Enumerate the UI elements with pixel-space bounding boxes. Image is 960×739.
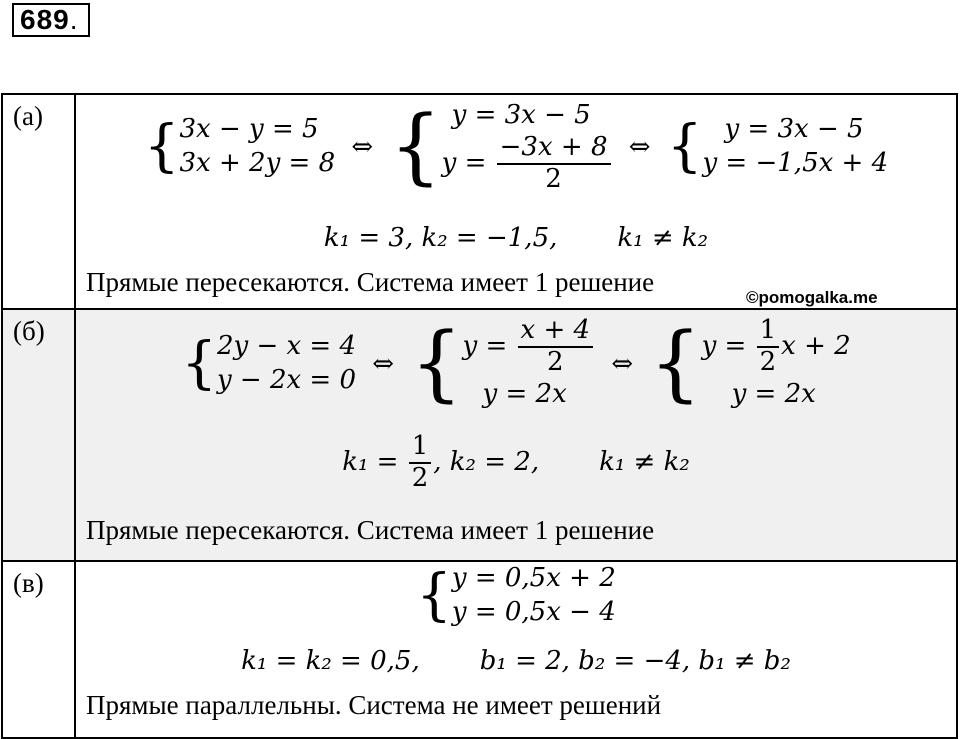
row-c-system (76, 562, 956, 630)
problem-number: 689 (20, 4, 70, 35)
row-a-label: (а) (2, 94, 75, 309)
problem-number-box: 689. (12, 3, 90, 37)
row-b (2, 309, 957, 561)
equiv-icon: ⇔ (351, 131, 374, 162)
watermark: ©pomogalka.me (746, 288, 878, 307)
row-b-body (75, 309, 957, 561)
row-a-system-2: { y = 3x − 5 y = $\frac{-3x + 8}{2}$ (389, 99, 612, 195)
row-b-slopes: k₁ = $\frac{1}{2}$ , k₂ = 2, k₁ ≠ k₂ (342, 431, 690, 493)
row-b-system-3: { y = $\frac{1}{2}$ x + 2 y = 2x (649, 315, 851, 411)
equiv-icon: ⇔ (628, 131, 651, 162)
row-a-conclusion: Прямые пересекаются. Система имеет 1 решение (86, 267, 655, 297)
row-c-label: (в) (2, 561, 75, 738)
row-a-slopes: k₁ = 3, k₂ = −1,5, k₁ ≠ k₂ (323, 223, 709, 253)
row-b-label: (б) (2, 309, 75, 561)
row-b-system-1: { 2y − x = 4 y − 2x = 0 (181, 330, 357, 396)
row-b-system-2: { y = $\frac{x + 4}{2}$ y = 2x (410, 316, 595, 412)
solution-table (1, 93, 958, 739)
equiv-icon: ⇔ (611, 348, 634, 379)
row-c-conclusion: Прямые параллельны. Система не имеет решений (86, 690, 662, 720)
row-a (2, 94, 957, 309)
row-c-system-1: { y = 0,5x + 2 y = 0,5x − 4 (416, 562, 616, 628)
row-c-body (75, 561, 957, 738)
row-b-systems (76, 316, 956, 412)
row-c-slopes: k₁ = k₂ = 0,5, b₁ = 2, b₂ = −4, b₁ ≠ b₂ (241, 646, 791, 676)
row-a-system-1: { 3x − y = 5 3x + 2y = 8 (143, 113, 336, 179)
row-a-system-3: { y = 3x − 5 y = −1,5x + 4 (666, 113, 889, 179)
equiv-icon: ⇔ (372, 348, 395, 379)
row-a-systems (76, 99, 956, 195)
row-b-conclusion: Прямые пересекаются. Система имеет 1 решение (86, 515, 655, 545)
row-c (2, 561, 957, 738)
row-a-body (75, 94, 957, 309)
